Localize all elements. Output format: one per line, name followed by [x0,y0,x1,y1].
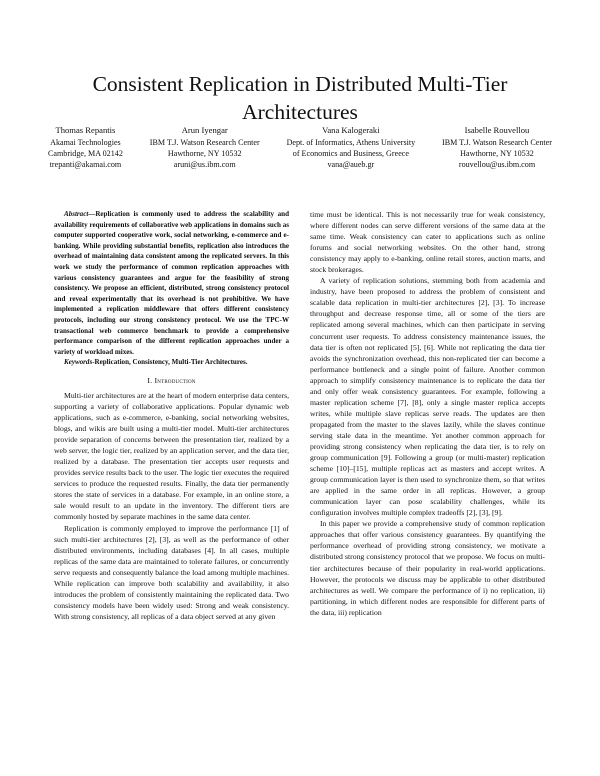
section-heading-introduction: I. Introduction [147,375,196,385]
author-email: trepanti@akamai.com [49,160,122,169]
author-3 [287,125,416,170]
paragraph: Replication is commonly employed to improve the performance [1] of such multi-tier architectures [2], [3], as well as the performance of other distributed environments, including databases [4]. In all cases, multiple replicas of the same data are maintained to tolerate failures, or concurrently serve requests and consequently balance the load among multiple machines. While replication can improve both scalability and availability, it also introduces the problem of consistently maintaining the replicated data. Two consistency models have been widely used: Strong and weak consistency. With strong consistency, all replicas of a data object served at any given [54,523,289,621]
author-address: Hawthorne, NY 10532 [460,149,534,158]
author-name: Isabelle Rouvellou [464,125,530,135]
keywords-label: Keywords [64,358,93,367]
author-name: Arun Iyengar [181,125,228,135]
right-column [310,209,545,618]
author-block [48,125,552,170]
author-email: aruni@us.ibm.com [173,160,236,169]
author-4 [442,125,552,170]
author-address: Cambridge, MA 02142 [48,149,123,158]
author-2 [150,125,260,170]
keywords-text: -Replication, Consistency, Multi-Tier Architectures. [92,358,248,367]
author-address: Hawthorne, NY 10532 [167,149,242,158]
author-name: Thomas Repantis [55,125,116,135]
abstract-label: Abstract [64,210,89,218]
author-affiliation: Akamai Technologies [50,138,121,147]
abstract-text: —Replication is commonly used to address the scalability and availability requirements of collaborative web applications in domains such as computer supported cooperative work, social networking, e-commerce and e-banking. While providing substantial benefits, replication also introduces the overhead of maintaining data consistent among the replicated servers. In this work we study the performance of common replication approaches with various consistency guarantees and argue for the feasibility of strong consistency. We propose an efficient, distributed, strong consistency protocol and reveal experimentally that its overhead is not prohibitive. We have implemented a replication middleware that offers different consistency protocols, including our strong consistency protocol. We use the TPC-W transactional web commerce benchmark to provide a comprehensive performance comparison of the different replication approaches under a variety of workload mixes. [54,210,289,356]
author-email: vana@aueb.gr [327,160,375,169]
author-name: Vana Kalogeraki [322,125,380,135]
left-column [54,209,289,622]
author-1 [48,125,123,170]
author-address: of Economics and Business, Greece [292,149,409,158]
paragraph: A variety of replication solutions, stemming both from academia and industry, have been proposed to address the problem of consistent and scalable data replication in multi-tier architectures [2], [3]. To increase throughput and decrease response time, all or some of the tiers are replicated among several machines, which can then participate in serving concurrent user requests. To address consistency maintenance issues, the data tier is often not replicated [5], [6]. While not replicating the data tier avoids the synchronization overhead, this non-replicated tier can become a performance bottleneck and a single point of failure. Another common approach to simplify consistency maintenance is to replicate the data tier and only offer weak consistency guarantees. For example, following a master replication scheme [7], [8], only a single master replica accepts writes, while multiple slave replicas serve reads. The updates are then propagated from the master to the slaves lazily, while the slaves continue serving stale data in the meantime. Yet another common approach for providing strong consistency when replicating the data tier, is to rely on group communication [9]. Following a group (or multi-master) replication scheme [10]–[15], multiple replicas act as masters and accept writes. A group communication layer is then used to synchronize them, so that writes are applied in the same order in all replicas. However, a group communication layer can pose scalability challenges, while its configuration involves multiple complex tradeoffs [2], [3], [9]. [310,276,545,518]
author-affiliation: IBM T.J. Watson Research Center [149,138,260,147]
paper-title: Consistent Replication in Distributed Multi-Tier Architectures [92,72,508,125]
paragraph: time must be identical. This is not necessarily true for weak consistency, where different nodes can serve different versions of the same data at the same time. Weak consistency can cater to applications such as online forums and social networking websites. On the other hand, strong consistency may apply to e-banking, online retail stores, auction marts, and stock brokerages. [310,210,545,275]
keywords [54,357,289,368]
paragraph: Multi-tier architectures are at the heart of modern enterprise data centers, supporting a variety of collaborative applications. Popular dynamic web applications, such as e-commerce, e-banking, social networking websites, blogs, and wikis are built using a multi-tier model. Multi-tier architectures provide separation of concerns between the presentation tier, realized by a web server, the logic tier, realized by an application server, and the data tier, realized by a database. The presentation tier accepts user requests and provides service results back to the user. The logic tier executes the required services to produce the requested results. Finally, the data tier permanently stores the state of services in a database. For example, in an online store, a sale would result to an update in the inventory. The different tiers are commonly hosted by separate machines in the same data center. [54,390,289,522]
paragraph: In this paper we provide a comprehensive study of common replication approaches that offer various consistency guarantees. By quantifying the performance overhead of providing strong consistency, we motivate a distributed strong consistency protocol that we propose. We focus on multi-tier architectures because of their popularity in real-world applications. However, the protocols we discuss may be applicable to other distributed architectures as well. We compare the performance of i) no replication, ii) partitioning, in which different nodes are responsible for different parts of the data, iii) replication [310,519,545,617]
abstract [54,209,289,357]
author-affiliation: Dept. of Informatics, Athens University [286,138,416,147]
author-email: rouvellou@us.ibm.com [458,160,536,169]
author-affiliation: IBM T.J. Watson Research Center [442,138,552,147]
